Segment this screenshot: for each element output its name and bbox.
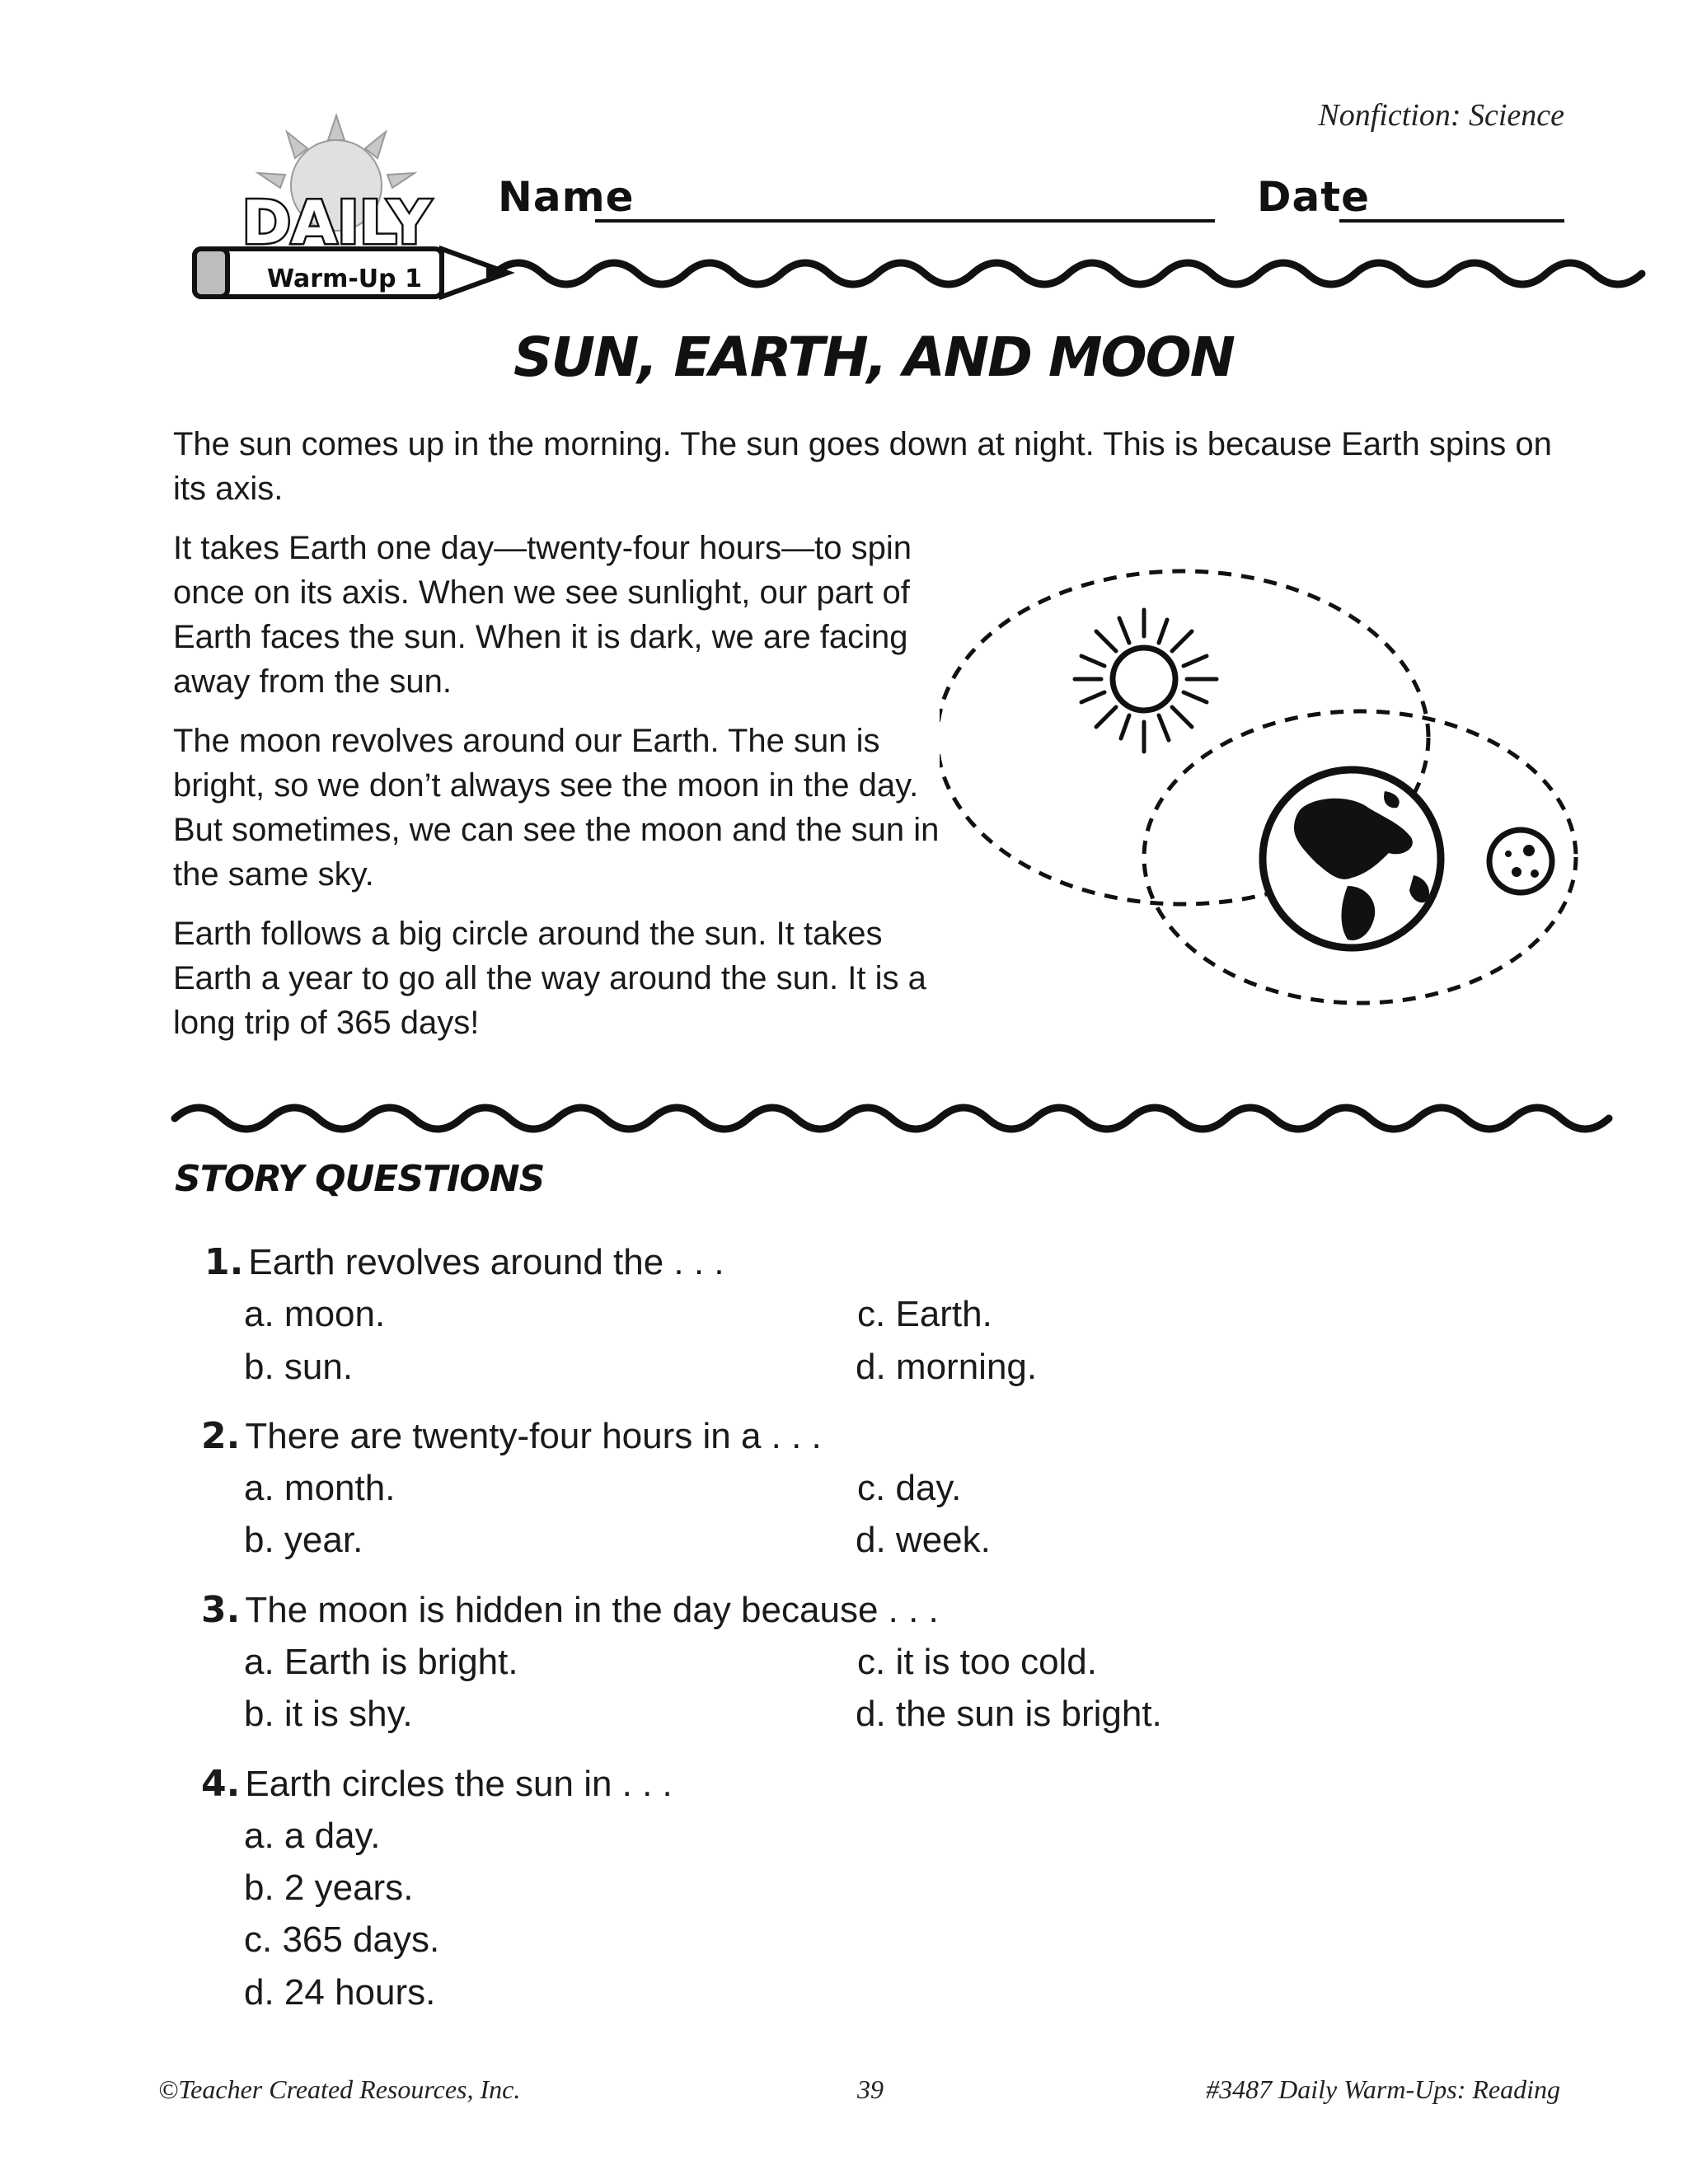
question-number: 2. — [201, 1415, 241, 1457]
answer-option[interactable]: c. 365 days. — [244, 1919, 440, 1960]
answer-option[interactable]: b. year. — [244, 1520, 363, 1560]
page-title: SUN, EARTH, AND MOON — [513, 326, 1234, 389]
logo-word: DAILY — [241, 188, 431, 257]
footer-book-title: #3487 Daily Warm-Ups: Reading — [1206, 2074, 1560, 2104]
answer-option[interactable]: d. morning. — [856, 1347, 1038, 1387]
passage-paragraph-2: It takes Earth one day—twenty-four hours—to spin once on its axis. When we see sunlight, our part of Earth faces the sun. When it is dark, we are facing away from the sun. — [173, 530, 912, 700]
name-field-line[interactable] — [595, 219, 1215, 223]
question-text: Earth revolves around the . . . — [248, 1242, 724, 1282]
answer-option[interactable]: a. month. — [244, 1468, 396, 1508]
answer-option[interactable]: b. it is shy. — [244, 1694, 413, 1734]
question-3 — [201, 1584, 939, 1637]
answer-option[interactable]: c. it is too cold. — [857, 1642, 1098, 1682]
question-4 — [201, 1758, 673, 1811]
answer-option[interactable]: d. 24 hours. — [244, 1972, 436, 2013]
category-label: Nonfiction: Science — [1318, 98, 1564, 133]
passage-paragraph-4: Earth follows a big circle around the sun. It takes Earth a year to go all the way around the sun. It is a long trip of 365 days! — [173, 916, 926, 1041]
answer-option[interactable]: d. the sun is bright. — [856, 1694, 1162, 1734]
logo-sub-text: Warm-Up 1 — [267, 265, 422, 293]
answer-option[interactable]: d. week. — [856, 1520, 991, 1560]
date-field-line[interactable] — [1339, 219, 1564, 223]
question-number: 4. — [201, 1763, 241, 1805]
passage-paragraph-3: The moon revolves around our Earth. The sun is bright, so we don’t always see the moon in the day. But sometimes, we can see the moon and the sun in the same sky. — [173, 723, 940, 893]
answer-option[interactable]: c. day. — [857, 1468, 962, 1508]
passage-paragraph-1: The sun comes up in the morning. The sun goes down at night. This is because Earth spins on its axis. — [173, 426, 1552, 507]
name-label: Name — [498, 173, 635, 221]
sun-icon — [1075, 610, 1217, 752]
moon-icon — [1489, 830, 1552, 893]
question-1 — [204, 1236, 724, 1289]
answer-option[interactable]: a. a day. — [244, 1816, 381, 1856]
answer-option[interactable]: b. 2 years. — [244, 1868, 414, 1908]
sun-earth-moon-diagram — [940, 560, 1582, 1022]
question-text: Earth circles the sun in . . . — [245, 1764, 673, 1804]
middle-wave-divider — [0, 1092, 1688, 1141]
date-label: Date — [1257, 173, 1371, 221]
question-number: 3. — [201, 1589, 241, 1631]
question-number: 1. — [204, 1241, 244, 1283]
answer-option[interactable]: a. moon. — [244, 1294, 386, 1334]
answer-option[interactable]: c. Earth. — [857, 1294, 992, 1334]
answer-option[interactable]: a. Earth is bright. — [244, 1642, 518, 1682]
earth-icon — [1263, 770, 1441, 948]
page-number: 39 — [857, 2074, 884, 2104]
answer-option[interactable]: b. sun. — [244, 1347, 354, 1387]
footer-copyright: ©Teacher Created Resources, Inc. — [158, 2074, 521, 2104]
question-text: There are twenty-four hours in a . . . — [245, 1416, 822, 1456]
question-text: The moon is hidden in the day because . . . — [245, 1590, 939, 1630]
top-wave-divider — [0, 247, 1688, 297]
question-2 — [201, 1410, 822, 1463]
story-questions-heading: STORY QUESTIONS — [175, 1158, 545, 1200]
